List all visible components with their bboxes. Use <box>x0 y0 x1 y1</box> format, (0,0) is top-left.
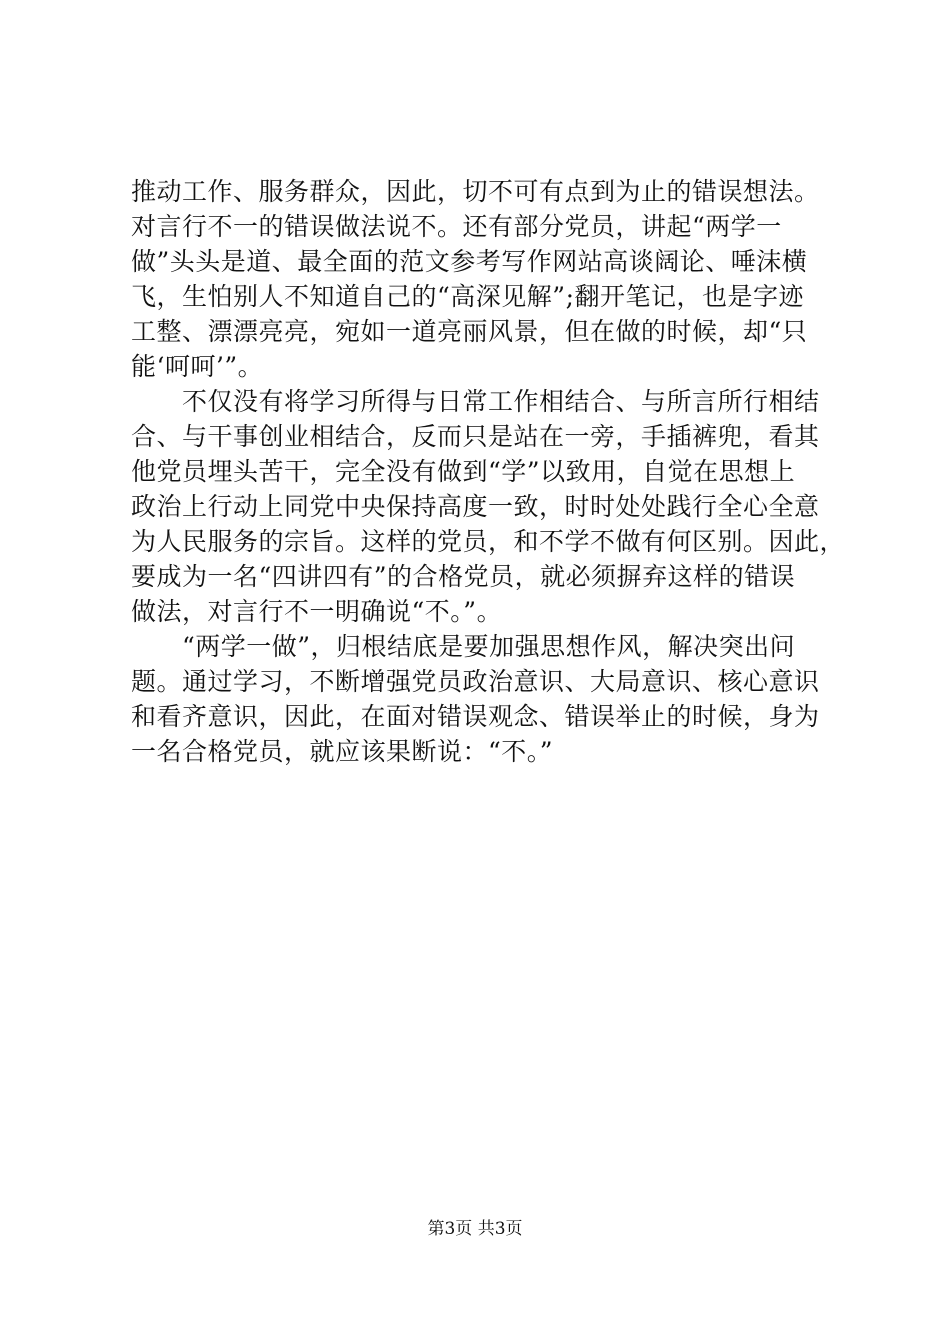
text-line: 推动工作、服务群众，因此，切不可有点到为止的错误想法。 <box>131 177 820 206</box>
text-line: 能‘呵呵’”。 <box>131 352 264 381</box>
text-line: 飞，生怕别人不知道自己的“高深见解”;翻开笔记，也是字迹 <box>131 282 804 311</box>
text-line: 不仅没有将学习所得与日常工作相结合、与所言所行相结 <box>131 387 820 416</box>
text-line: 要成为一名“四讲四有”的合格党员，就必须摒弃这样的错误 <box>131 562 796 591</box>
text-line: 一名合格党员，就应该果断说：“不。” <box>131 737 554 766</box>
text-line: 和看齐意识，因此，在面对错误观念、错误举止的时候，身为 <box>131 702 820 731</box>
text-line: 为人民服务的宗旨。这样的党员，和不学不做有何区别。因此， <box>131 527 846 556</box>
text-line: 合、与干事创业相结合，反而只是站在一旁，手插裤兜，看其 <box>131 422 820 451</box>
text-line: 做”头头是道、最全面的范文参考写作网站高谈阔论、唾沫横 <box>131 247 808 276</box>
page-footer: 第3页 共3页 <box>427 1219 523 1239</box>
text-line: “两学一做”，归根结底是要加强思想作风，解决突出问 <box>131 632 796 661</box>
text-line: 他党员埋头苦干，完全没有做到“学”以致用，自觉在思想上 <box>131 457 796 486</box>
text-line: 做法，对言行不一明确说“不。”。 <box>131 597 503 626</box>
text-line: 对言行不一的错误做法说不。还有部分党员，讲起“两学一 <box>131 212 782 241</box>
text-line: 政治上行动上同党中央保持高度一致，时时处处践行全心全意 <box>131 492 820 521</box>
text-line: 工整、漂漂亮亮，宛如一道亮丽风景，但在做的时候，却“只 <box>131 317 808 346</box>
text-line: 题。通过学习，不断增强党员政治意识、大局意识、核心意识 <box>131 667 820 696</box>
